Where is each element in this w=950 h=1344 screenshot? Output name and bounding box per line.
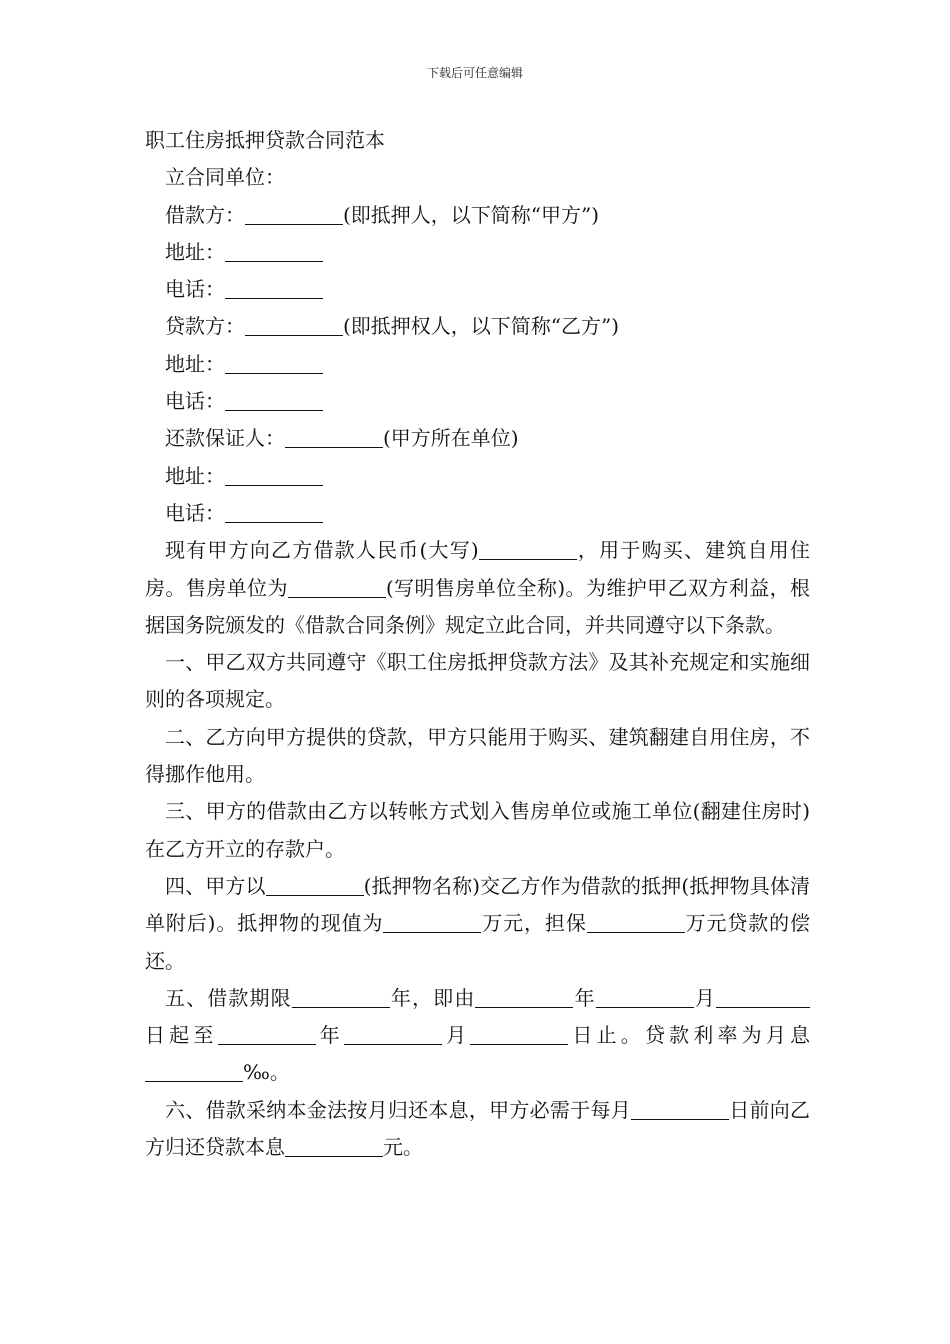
borrower-address-line [145,234,810,271]
repayment-amount-blank [285,1135,383,1157]
contract-title: 职工住房抵押贷款合同范本 [145,128,385,152]
collateral-value-blank [383,911,481,933]
start-month-blank [596,986,694,1008]
guarantor-address-blank [225,464,323,486]
end-day-blank [470,1023,568,1045]
collateral-name-blank [266,874,364,896]
lender-line [145,308,810,345]
end-year-blank [218,1023,316,1045]
guarantor-line [145,420,810,457]
start-year-blank [475,986,573,1008]
borrower-phone-line [145,271,810,308]
lender-phone-blank [225,389,323,411]
intro-paragraph: 现有甲方向乙方借款人民币(大写) ，用于购买、建筑自用住房。售房单位为 (写明售房单位全称)。为维护甲乙双方利益，根据国务院颁发的《借款合同条例》规定立此合同，并共同遵守以下条款。 [145,538,811,637]
lender-address-blank [225,352,323,374]
guarantor-note: (甲方所在单位) [383,426,519,451]
borrower-address-blank [225,240,323,262]
guarantee-amount-blank [587,911,685,933]
end-month-blank [344,1023,442,1045]
start-day-blank-a [716,986,776,1008]
borrower-line [145,197,810,234]
loan-amount-blank [479,538,577,560]
lender-label: 贷款方： [165,314,245,339]
borrower-note: (即抵押人，以下简称“甲方”) [343,202,600,227]
borrower-label: 借款方： [165,202,245,227]
address-label: 地址： [165,351,225,376]
page-header-note: 下载后可任意编辑 [426,66,523,80]
address-label: 地址： [165,239,225,264]
borrower-blank [245,203,343,225]
interest-rate-blank [145,1060,243,1082]
guarantor-address-line [145,458,810,495]
lender-phone-line [145,383,810,420]
seller-blank [288,576,386,598]
clause-1: 一、甲乙双方共同遵守《职工住房抵押贷款方法》及其补充规定和实施细则的各项规定。 [145,650,810,712]
phone-label: 电话： [165,277,225,302]
address-label: 地址： [165,463,225,488]
clause-6: 六、借款采纳本金法按月归还本息，甲方必需于每月 日前向乙方归还贷款本息 元。 [145,1097,811,1160]
clause-3: 三、甲方的借款由乙方以转帐方式划入售房单位或施工单位(翻建住房时)在乙方开立的存款户。 [145,799,810,861]
term-years-blank [292,986,390,1008]
phone-label: 电话： [165,389,225,414]
clause-5: 五、借款期限 年，即由 年 月日起至 年 月 日止。贷款利率为月息‰。 [145,985,811,1085]
guarantor-phone-line [145,495,810,532]
phone-label: 电话： [165,500,225,525]
parties-label: 立合同单位： [165,165,285,190]
clause-4: 四、甲方以 (抵押物名称)交乙方作为借款的抵押(抵押物具体清单附后)。抵押物的现值为 万元，担保 万元贷款的偿还。 [145,873,810,973]
contract-body [145,122,810,1166]
lender-note: (即抵押权人，以下简称“乙方”) [343,314,620,339]
guarantor-label: 还款保证人： [165,426,285,451]
clause-2: 二、乙方向甲方提供的贷款，甲方只能用于购买、建筑翻建自用住房，不得挪作他用。 [145,724,810,787]
start-day-blank-b [776,986,810,1008]
borrower-phone-blank [225,277,323,299]
guarantor-phone-blank [225,501,323,523]
guarantor-blank [285,426,383,448]
repayment-day-blank [631,1098,729,1120]
lender-blank [245,314,343,336]
lender-address-line [145,346,810,383]
